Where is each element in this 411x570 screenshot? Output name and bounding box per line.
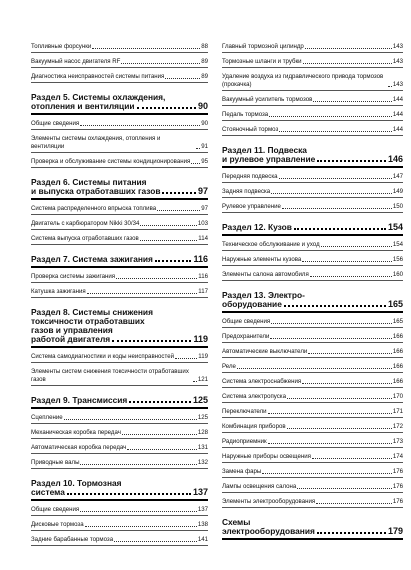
entry-title: Система электропуска	[222, 393, 286, 400]
dot-leader	[284, 305, 386, 307]
entry-title: Стояночный тормоз	[222, 126, 279, 133]
dot-leader	[92, 47, 200, 49]
toc-entry[interactable]	[31, 439, 208, 454]
entry-page-number: 90	[201, 120, 208, 127]
entry-page-number: 176	[392, 468, 403, 475]
entry-page-number: 89	[201, 58, 208, 65]
entry-page-number: 132	[197, 459, 208, 466]
entry-title: Приводные валы	[31, 459, 80, 466]
dot-leader	[157, 209, 200, 211]
section-heading[interactable]	[222, 508, 403, 540]
dot-leader	[80, 510, 197, 512]
entry-title: Элементы систем снижения токсичности отработавших газов	[31, 368, 189, 383]
entry-title: Элементы системы охлаждения, отопления и вентиляции	[31, 135, 161, 150]
dot-leader	[191, 162, 200, 164]
toc-entry[interactable]	[31, 268, 208, 283]
entry-page-number: 147	[392, 173, 403, 180]
toc-entry[interactable]	[222, 418, 403, 433]
dot-leader	[122, 433, 197, 435]
entry-page-number: 119	[198, 353, 208, 360]
section-heading[interactable]	[31, 168, 208, 200]
entry-page-number: 97	[201, 205, 208, 212]
section-title-line: система	[31, 487, 65, 497]
entry-title: Задняя подвеска	[222, 188, 271, 195]
section-title-line: Раздел 7. Система зажигания	[31, 254, 153, 264]
section-title-line: Схемы	[222, 517, 251, 527]
entry-title: Двигатель с карбюратором Nikki 30/34	[31, 220, 140, 227]
toc-entry[interactable]	[31, 38, 208, 53]
entry-page-number: 143	[392, 43, 403, 50]
entry-page-number: 88	[201, 43, 208, 50]
dot-leader	[87, 292, 198, 294]
entry-page-number: 131	[197, 444, 208, 451]
dot-leader	[270, 337, 391, 339]
section-title-line: токсичности отработавших	[31, 316, 145, 326]
dot-leader	[313, 100, 391, 102]
toc-entry[interactable]	[222, 343, 403, 358]
entry-page-number: 170	[392, 393, 403, 400]
section-title-line: Раздел 10. Тормозная	[31, 478, 122, 488]
entry-page-number: 166	[392, 378, 403, 385]
dot-leader	[302, 382, 392, 384]
toc-entry[interactable]	[222, 38, 403, 53]
section-page-number: 146	[387, 154, 403, 164]
section-page-number: 137	[192, 487, 208, 497]
entry-title: Дисковые тормоза	[31, 521, 84, 528]
entry-title: Катушка зажигания	[31, 288, 86, 295]
entry-title: Автоматические выключатели	[222, 348, 308, 355]
toc-entry[interactable]	[222, 448, 403, 463]
entry-title: Замена фары	[222, 468, 262, 475]
dot-leader	[302, 260, 392, 262]
section-title-line: Раздел 13. Электро-	[222, 290, 305, 300]
toc-entry[interactable]	[222, 403, 403, 418]
dot-leader	[316, 502, 392, 504]
section-heading[interactable]	[222, 213, 403, 236]
dot-leader	[282, 207, 392, 209]
dot-leader	[269, 115, 392, 117]
section-heading[interactable]	[222, 281, 403, 313]
dot-leader	[303, 62, 392, 64]
dot-leader	[271, 192, 392, 194]
entry-title: Система самодиагностики и коды неисправностей	[31, 353, 174, 360]
section-title-line: Раздел 12. Кузов	[222, 222, 292, 232]
dot-leader	[388, 85, 392, 87]
entry-title: Педаль тормоза	[222, 111, 269, 118]
section-heading[interactable]	[31, 298, 208, 348]
toc-entry[interactable]	[222, 328, 403, 343]
section-heading[interactable]	[222, 136, 403, 168]
entry-title: Проверка и обслуживание системы кондиционирования	[31, 158, 191, 165]
toc-entry[interactable]	[31, 115, 208, 130]
section-title-line: работой двигателя	[31, 334, 111, 344]
dot-leader	[67, 493, 191, 495]
toc-entry[interactable]	[222, 266, 403, 281]
entry-title: Проверка системы зажигания	[31, 273, 116, 280]
entry-page-number: 165	[392, 318, 403, 325]
toc-entry[interactable]	[222, 373, 403, 388]
entry-page-number: 149	[392, 188, 403, 195]
entry-title: Техническое обслуживание и уход	[222, 241, 320, 248]
toc-entry[interactable]	[31, 454, 208, 469]
dot-leader	[287, 427, 392, 429]
entry-title: Тормозные шланги и трубки	[222, 58, 302, 65]
dot-leader	[193, 380, 197, 382]
toc-entry[interactable]	[222, 251, 403, 266]
toc-entry[interactable]	[222, 236, 403, 251]
toc-entry[interactable]	[222, 91, 403, 106]
entry-title: Общие сведения	[31, 120, 80, 127]
entry-title: Общие сведения	[222, 318, 271, 325]
entry-title: Радиоприемник	[222, 438, 267, 445]
entry-page-number: 171	[392, 408, 403, 415]
toc-entry[interactable]	[222, 493, 403, 508]
dot-leader	[262, 472, 392, 474]
entry-page-number: 156	[392, 256, 403, 263]
section-page-number: 97	[197, 186, 208, 196]
toc-entry[interactable]	[31, 363, 208, 386]
entry-title: Механическая коробка передач	[31, 429, 121, 436]
toc-entry[interactable]	[222, 478, 403, 493]
section-heading[interactable]	[31, 469, 208, 501]
entry-title: Главный тормозной цилиндр	[222, 43, 304, 50]
entry-page-number: 91	[201, 143, 208, 150]
dot-leader	[85, 525, 197, 527]
dot-leader	[268, 442, 392, 444]
entry-page-number: 150	[392, 203, 403, 210]
section-title-line: Раздел 11. Подвеска	[222, 145, 307, 155]
toc-entry[interactable]	[31, 68, 208, 83]
dot-leader	[140, 224, 196, 226]
entry-title: Автоматическая коробка передач	[31, 444, 127, 451]
dot-leader	[297, 487, 392, 489]
section-title-line: отопления и вентиляции	[31, 101, 135, 111]
entry-title: Переключатели	[222, 408, 267, 415]
entry-title: Рулевое управление	[222, 203, 281, 210]
section-title-line: и рулевое управление	[222, 154, 316, 164]
dot-leader	[80, 124, 200, 126]
entry-page-number: 137	[197, 506, 208, 513]
toc-entry[interactable]	[31, 200, 208, 215]
toc-entry[interactable]	[222, 358, 403, 373]
dot-leader	[271, 322, 392, 324]
section-title-line: электрооборудования	[222, 526, 315, 536]
entry-page-number: 160	[392, 271, 403, 278]
section-page-number: 125	[192, 395, 208, 405]
entry-page-number: 125	[197, 414, 208, 421]
entry-page-number: 144	[392, 126, 403, 133]
entry-title: Элементы электрооборудования	[222, 498, 316, 505]
entry-page-number: 128	[197, 429, 208, 436]
entry-title: Общие сведения	[31, 506, 80, 513]
dot-leader	[310, 275, 392, 277]
dot-leader	[137, 107, 196, 109]
entry-title: Сцепление	[31, 414, 63, 421]
dot-leader	[165, 77, 200, 79]
dot-leader	[116, 277, 197, 279]
dot-leader	[308, 352, 392, 354]
entry-page-number: 173	[392, 438, 403, 445]
section-title-line: Раздел 5. Системы охлаждения,	[31, 92, 166, 102]
entry-page-number: 141	[197, 536, 208, 543]
entry-page-number: 172	[392, 423, 403, 430]
section-title-line: Раздел 6. Системы питания	[31, 177, 147, 187]
dot-leader	[162, 192, 196, 194]
section-page-number: 119	[193, 334, 208, 344]
section-title-line: Раздел 9. Трансмиссия	[31, 395, 128, 405]
entry-page-number: 116	[198, 273, 208, 280]
toc-entry[interactable]	[31, 409, 208, 424]
toc-entry[interactable]	[222, 168, 403, 183]
dot-leader	[287, 397, 392, 399]
toc-entry[interactable]	[31, 230, 208, 245]
section-title-line: газов и управления	[31, 325, 113, 335]
entry-title: Система электроснабжения	[222, 378, 302, 385]
entry-page-number: 117	[198, 288, 208, 295]
toc-entry[interactable]	[222, 463, 403, 478]
entry-title: Вакуумный усилитель тормозов	[222, 96, 313, 103]
entry-page-number: 176	[392, 483, 403, 490]
section-title-line: и выпуска отработавших газов	[31, 186, 161, 196]
entry-page-number: 166	[392, 348, 403, 355]
entry-title: Задние барабанные тормоза	[31, 536, 114, 543]
dot-leader	[80, 463, 196, 465]
entry-page-number: 154	[392, 241, 403, 248]
entry-page-number: 95	[201, 158, 208, 165]
section-page-number: 179	[387, 526, 403, 536]
toc-entry[interactable]	[31, 516, 208, 531]
dot-leader	[305, 47, 392, 49]
toc-entry[interactable]	[31, 53, 208, 68]
dot-leader	[279, 177, 392, 179]
toc-entry[interactable]	[31, 130, 208, 153]
entry-title: Удаление воздуха из гидравлического привода тормозов (прокачка)	[222, 73, 384, 88]
dot-leader	[237, 367, 392, 369]
section-title-line: Раздел 8. Системы снижения	[31, 307, 153, 317]
entry-page-number: 166	[392, 333, 403, 340]
entry-title: Система распределенного впрыска топлива	[31, 205, 157, 212]
toc-entry[interactable]	[31, 283, 208, 298]
dot-leader	[312, 457, 392, 459]
entry-title: Реле	[222, 363, 236, 370]
entry-title: Наружные элементы кузова	[222, 256, 302, 263]
section-heading[interactable]	[31, 386, 208, 409]
toc-entry[interactable]	[222, 183, 403, 198]
dot-leader	[155, 260, 192, 262]
toc-entry[interactable]	[222, 433, 403, 448]
entry-page-number: 144	[392, 111, 403, 118]
toc-entry[interactable]	[222, 388, 403, 403]
entry-title: Система выпуска отработавших газов	[31, 235, 139, 242]
toc-entry[interactable]	[31, 531, 208, 546]
toc-entry[interactable]	[222, 121, 403, 136]
toc-right-column	[222, 38, 403, 540]
entry-title: Топливные форсунки	[31, 43, 92, 50]
entry-page-number: 143	[392, 58, 403, 65]
entry-page-number: 174	[392, 453, 403, 460]
section-title-line: оборудование	[222, 299, 282, 309]
toc-entry[interactable]	[222, 313, 403, 328]
toc-entry[interactable]	[31, 501, 208, 516]
section-page-number: 154	[387, 222, 403, 232]
dot-leader	[294, 228, 386, 230]
entry-title: Лампы освещения салона	[222, 483, 297, 490]
dot-leader	[129, 401, 191, 403]
entry-page-number: 103	[197, 220, 208, 227]
dot-leader	[268, 412, 392, 414]
section-heading[interactable]	[31, 245, 208, 268]
section-page-number: 165	[387, 299, 403, 309]
section-heading[interactable]	[31, 83, 208, 115]
dot-leader	[279, 130, 392, 132]
dot-leader	[140, 239, 198, 241]
toc-entry[interactable]	[31, 424, 208, 439]
toc-entry[interactable]	[222, 68, 403, 91]
dot-leader	[317, 160, 386, 162]
toc-entry[interactable]	[31, 215, 208, 230]
entry-page-number: 89	[201, 73, 208, 80]
dot-leader	[317, 532, 386, 534]
entry-page-number: 114	[198, 235, 208, 242]
entry-page-number: 144	[392, 96, 403, 103]
section-page-number: 116	[193, 254, 208, 264]
entry-page-number: 121	[197, 376, 208, 383]
entry-title: Комбинация приборов	[222, 423, 286, 430]
dot-leader	[121, 62, 200, 64]
section-page-number: 90	[197, 101, 208, 111]
dot-leader	[127, 448, 197, 450]
toc-entry[interactable]	[222, 198, 403, 213]
toc-entry[interactable]	[222, 106, 403, 121]
toc-left-column	[31, 38, 208, 546]
entry-title: Предохранители	[222, 333, 270, 340]
entry-title: Передняя подвеска	[222, 173, 278, 180]
dot-leader	[321, 245, 392, 247]
dot-leader	[175, 357, 197, 359]
entry-page-number: 166	[392, 363, 403, 370]
entry-title: Диагностика неисправностей системы питания	[31, 73, 165, 80]
dot-leader	[64, 418, 197, 420]
dot-leader	[114, 540, 197, 542]
dot-leader	[196, 147, 200, 149]
entry-page-number: 138	[197, 521, 208, 528]
entry-title: Наружные приборы освещения	[222, 453, 311, 460]
toc-entry[interactable]	[31, 348, 208, 363]
dot-leader	[112, 340, 191, 342]
entry-title: Элементы салона автомобиля	[222, 271, 309, 278]
entry-page-number: 176	[392, 498, 403, 505]
toc-entry[interactable]	[31, 153, 208, 168]
toc-entry[interactable]	[222, 53, 403, 68]
entry-title: Вакуумный насос двигателя RF	[31, 58, 121, 65]
entry-page-number: 143	[392, 81, 403, 88]
